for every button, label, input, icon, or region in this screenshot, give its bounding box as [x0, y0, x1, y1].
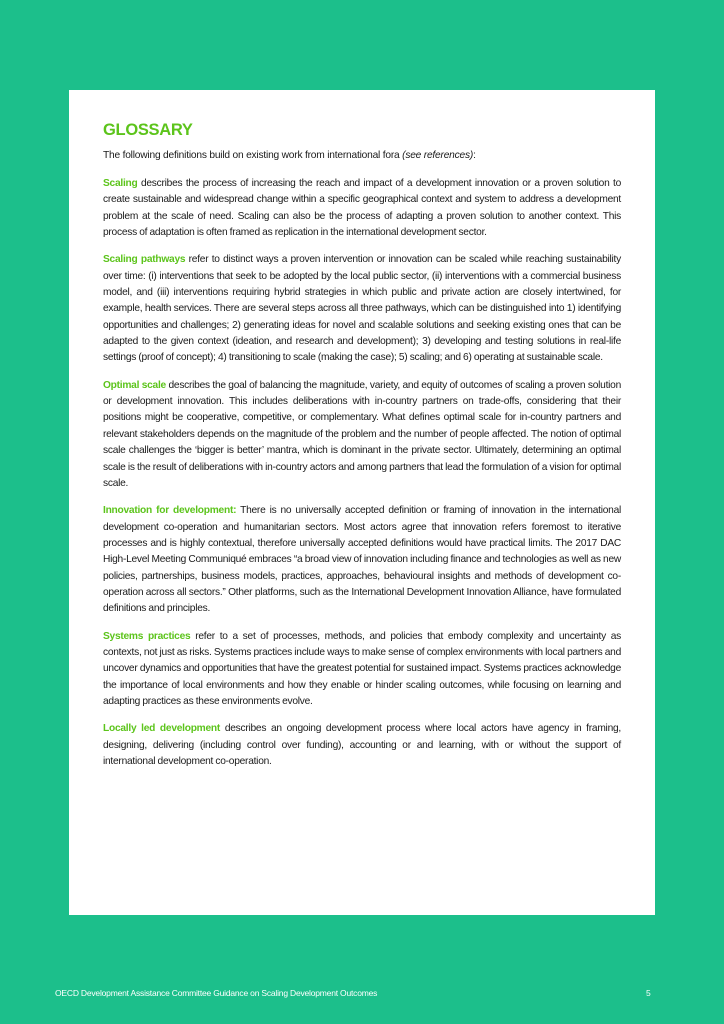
glossary-definition: describes an ongoing development process where local actors have agency in framing, designing, delivering (including control over funding), accounting or and learning, with or without the support of international development co-operation.: [103, 723, 621, 767]
glossary-term: Optimal scale: [103, 379, 166, 391]
glossary-definition: describes the process of increasing the reach and impact of a development innovation or a proven solution to create sustainable and widespread change within a specific geographical context and system to address a development problem at the scale of need. Scaling can also be the process of adapting a proven solution to another context. This process of adaptation is often framed as replication in the international development sector.: [103, 178, 621, 239]
glossary-title: GLOSSARY: [103, 121, 193, 139]
glossary-definition: There is no universally accepted definition or framing of innovation in the international development co-operation and humanitarian sectors. Most actors agree that innovation refers foremost to iterative processes and is highly contextual, therefore universally accepted definitions would have practical limits. The 2017 DAC High-Level Meeting Communiqué embraces “a broad view of innovation including finance and technologies as well as new policies, partnerships, business models, practices, approaches, behavioural insights and methods of development co-operation across all sectors.” Other platforms, such as the International Development Innovation Alliance, have formulated definitions and principles.: [103, 505, 621, 615]
glossary-entry-innovation-for-development: [103, 503, 621, 617]
glossary-entry-scaling: [103, 176, 621, 241]
glossary-definition: describes the goal of balancing the magnitude, variety, and equity of outcomes of scaling a proven solution or development innovation. This includes deliberations with in-country partners on trade-offs, considering that their positions might be cooperative, competitive, or complementary. What defines optimal scale for in-country partners and relevant stakeholders depends on the magnitude of the problem and the number of people affected. The notion of optimal scale challenges the ‘bigger is better’ mantra, which is dominant in the private sector. Ultimately, determining an optimal scale is the result of deliberations with in-country actors and among partners that lead the formulation of a vision for optimal scale.: [103, 379, 621, 489]
glossary-definition: refer to distinct ways a proven intervention or innovation can be scaled while reaching sustainability over time: (i) interventions that seek to be adopted by the local public sector, (ii) interventions with a commercial business model, and (iii) interventions requiring hybrid strategies in which public and private action are closely intertwined, for example, health services. There are several steps across all three pathways, which can be distinguished into 1) identifying opportunities and challenges; 2) generating ideas for novel and scalable solutions and seeking existing ones that can be adapted to the given context (ideation, and research and development); 3) developing and testing solutions in real-life settings (proof of concept); 4) transitioning to scale (making the case); 5) scaling; and 6) operating at sustainable scale.: [103, 254, 621, 364]
glossary-entry-systems-practices: [103, 629, 621, 711]
glossary-term: Scaling pathways: [103, 254, 186, 266]
glossary-term: Scaling: [103, 178, 138, 189]
glossary-definition: refer to a set of processes, methods, and policies that embody complexity and uncertainty as contexts, not just as risks. Systems practices include ways to make sense of complex environments with local partners and uncover dynamics and opportunities that have the greatest potential for sustained impact. Systems practices acknowledge the importance of local environments and how they enable or hinder scaling outcomes, while focusing on learning and adapting practices as these environments evolve.: [103, 630, 621, 707]
glossary-term: Innovation for development:: [103, 505, 237, 517]
page-number: 5: [646, 988, 651, 998]
glossary-intro: [103, 148, 621, 164]
glossary-term: Systems practices: [103, 630, 191, 642]
glossary-entry-optimal-scale: [103, 378, 621, 492]
intro-text: The following definitions build on existing work from international fora: [103, 150, 403, 161]
glossary-card: [69, 90, 655, 915]
glossary-term: Locally led development: [103, 723, 221, 735]
intro-reference: (see references): [402, 150, 474, 161]
intro-end: :: [473, 150, 476, 161]
glossary-entry-scaling-pathways: [103, 252, 621, 366]
glossary-entry-locally-led-development: [103, 721, 621, 770]
footer-title: OECD Development Assistance Committee Guidance on Scaling Development Outcomes: [55, 988, 378, 998]
